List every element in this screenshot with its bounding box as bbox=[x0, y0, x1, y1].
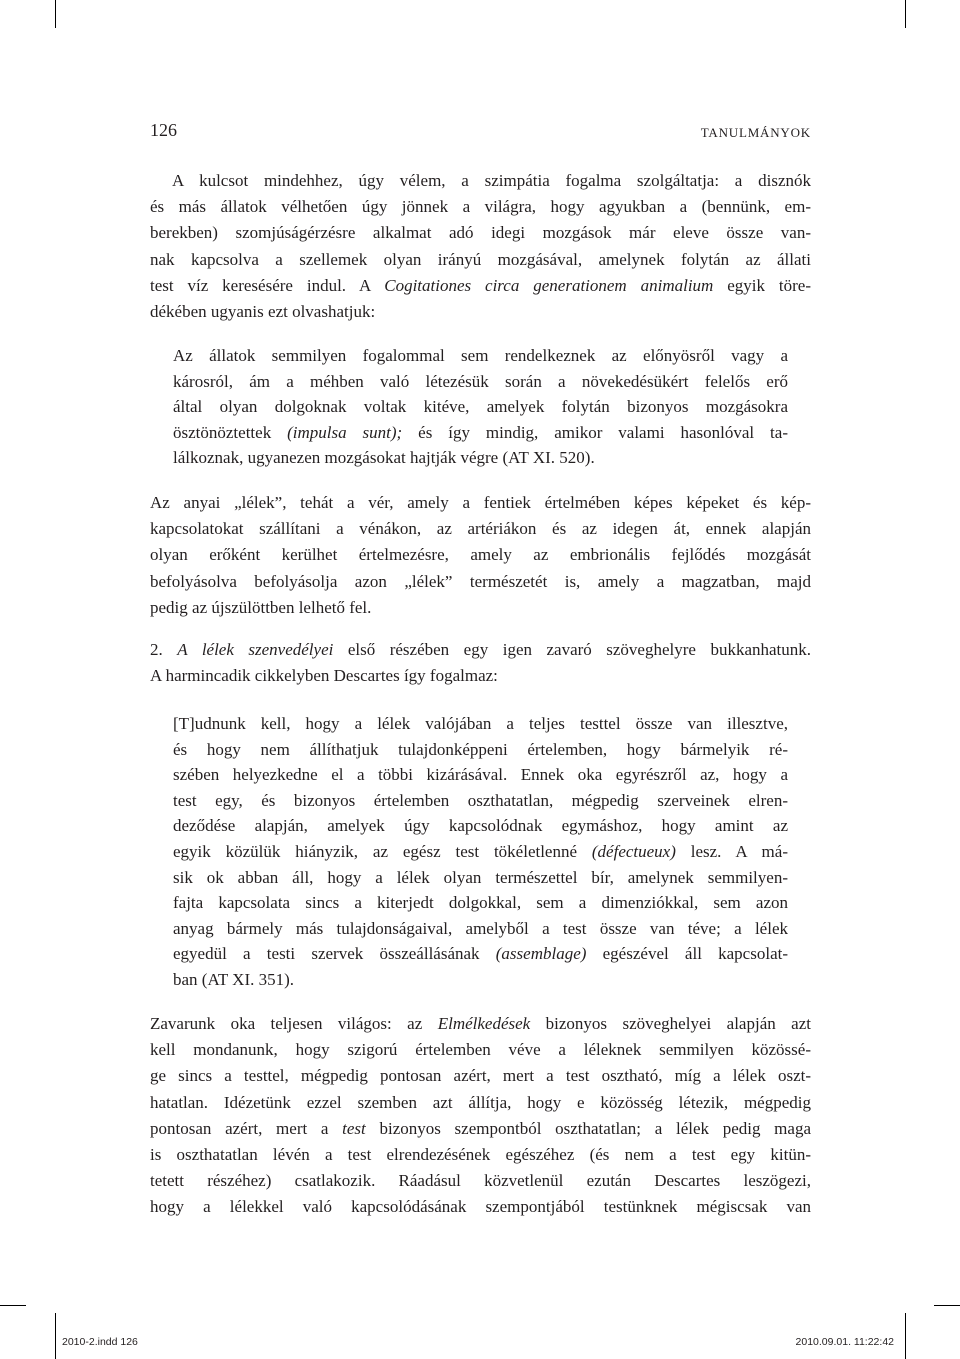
italic-title: A lélek szenvedélyei bbox=[177, 640, 334, 659]
text-line: fajta kapcsolata sincs a kiterjedt dolgokkal, sem a dimenziókkal, sem azon bbox=[173, 893, 788, 913]
text-line: olyan erőként kerülhet értelmezésre, amely az embrionális fejlődés mozgását bbox=[150, 545, 811, 565]
text-line: kell mondanunk, hogy szigorú értelemben véve a léleknek semmilyen közössé- bbox=[150, 1040, 811, 1060]
text-line: tetett részéhez) csatlakozik. Ráadásul közvetlenül ezután Descartes leszögezi, bbox=[150, 1171, 811, 1191]
text-line: anyag bármely más tulajdonságaival, amelyből a test össze van téve; a lélek bbox=[173, 918, 788, 938]
paragraph-4 bbox=[150, 1011, 811, 1221]
text-line: 2. A lélek szenvedélyei első részében egy igen zavaró szöveghelyre bukkanhatunk. bbox=[150, 640, 812, 659]
text-line: Zavarunk oka teljesen világos: az Elmélkedések bizonyos szöveghelyei alapján azt bbox=[150, 1014, 811, 1033]
text-line: ösztönöztettek (impulsa sunt); és így mindig, amikor valami hasonlóval ta- bbox=[173, 422, 788, 442]
text-line: és más állatok vélhetően úgy jönnek a világra, hogy agyukban a (bennünk, em- bbox=[150, 197, 811, 217]
crop-mark-bottom-right bbox=[905, 1313, 906, 1359]
crop-mark-bottom-left bbox=[55, 1313, 56, 1359]
text-line: dékében ugyanis ezt olvashatjuk: bbox=[150, 301, 376, 321]
crop-mark-top-right bbox=[905, 0, 906, 28]
text-line: berekben) szomjúságérzésre alkalmat adó idegi mozgások már eleve össze van- bbox=[150, 223, 811, 243]
text-line: Az anyai „lélek”, tehát a vér, amely a fentiek értelmében képes képeket és kép- bbox=[150, 493, 811, 512]
text-line: pedig az újszülöttben lelhető fel. bbox=[150, 597, 372, 617]
italic-title: Elmélkedések bbox=[437, 1014, 531, 1033]
text-line: test víz keresésére indul. A Cogitationes circa generationem animalium egyik töre- bbox=[150, 275, 811, 295]
text-line: és hogy nem állíthatjuk tulajdonképpeni értelemben, hogy bármelyik ré- bbox=[173, 739, 788, 759]
text-line: egyik közülük hiányzik, az egész test tökéletlenné (défectueux) lesz. A má- bbox=[173, 841, 788, 861]
text-line: sik ok abban áll, hogy a lélek olyan természettel bír, amelynek semmilyen- bbox=[173, 867, 788, 887]
italic-title: Cogitationes circa generationem animalium bbox=[384, 275, 714, 295]
crop-mark-top-left bbox=[55, 0, 56, 28]
text-line: test egy, és bizonyos értelemben oszthatatlan, mégpedig szerveinek elren- bbox=[173, 790, 788, 810]
text-line: is oszthatatlan lévén a test elrendezésének egészéhez (és nem a test egy kitün- bbox=[150, 1144, 811, 1164]
text-line: ge sincs a testtel, mégpedig pontosan azért, mert a test osztható, míg a lélek oszt- bbox=[150, 1066, 811, 1086]
paragraph-3 bbox=[150, 637, 811, 689]
text-line: befolyásolva befolyásolja azon „lélek” természetét is, amely a magzatban, majd bbox=[150, 571, 811, 591]
block-quote-1 bbox=[173, 343, 788, 471]
text-line: Az állatok semmilyen fogalommal sem rendelkeznek az előnyösről vagy a bbox=[173, 346, 788, 365]
text-line: hatatlan. Idézetünk ezzel szemben azt állítja, hogy e közösség létezik, mégpedig bbox=[150, 1092, 811, 1112]
text-line: A kulcsot mindehhez, úgy vélem, a szimpátia fogalma szolgáltatja: a disznók bbox=[172, 171, 811, 190]
crop-mark-bottom-right-h bbox=[934, 1305, 960, 1306]
text-line: szében helyezkedne el a többi kizárásával. Ennek oka egyrészről az, hogy a bbox=[173, 765, 788, 785]
text-line: ban (AT XI. 351). bbox=[173, 969, 295, 989]
text-line: által olyan dolgoknak voltak kitéve, amelyek folytán bizonyos mozgásokra bbox=[173, 397, 788, 417]
text-line: nak kapcsolva a szellemek olyan irányú mozgásával, amelynek folytán az állati bbox=[150, 249, 811, 269]
running-header bbox=[150, 120, 811, 150]
text-line: károsról, ám a méhben való létezésük során a növekedésükért felelős erő bbox=[173, 371, 788, 391]
text-line: deződése alapján, amelyek úgy kapcsolódnak egymáshoz, hogy amint az bbox=[173, 816, 788, 836]
text-line: [T]udnunk kell, hogy a lélek valójában a teljes testtel össze van illesztve, bbox=[173, 714, 788, 733]
print-slug-file: 2010-2.indd 126 bbox=[62, 1336, 138, 1348]
italic-term: (défectueux) bbox=[591, 841, 676, 861]
crop-mark-bottom-left-h bbox=[0, 1305, 26, 1306]
text-line: A harmincadik cikkelyben Descartes így fogalmaz: bbox=[150, 666, 498, 686]
block-quote-2 bbox=[173, 711, 788, 993]
italic-term: (assemblage) bbox=[495, 944, 587, 964]
paragraph-1 bbox=[150, 168, 811, 325]
paragraph-2 bbox=[150, 490, 811, 621]
text-line: egyedül a testi szervek összeállásának (assemblage) egészével áll kapcsolat- bbox=[173, 944, 788, 964]
text-line: pontosan azért, mert a test bizonyos szempontból oszthatatlan; a lélek pedig maga bbox=[150, 1118, 811, 1138]
text-line: hogy a lélekkel való kapcsolódásának szempontjából testünknek mégiscsak van bbox=[150, 1197, 811, 1217]
italic-word: test bbox=[342, 1118, 366, 1138]
page-number: 126 bbox=[150, 120, 177, 140]
text-line: kapcsolatokat szállítani a vénákon, az artériákon és az idegen át, ennek alapján bbox=[150, 519, 811, 539]
section-label: TANULMÁNYOK bbox=[700, 125, 811, 140]
italic-latin: (impulsa sunt); bbox=[287, 422, 403, 442]
print-slug-timestamp: 2010.09.01. 11:22:42 bbox=[795, 1336, 894, 1348]
text-line: lálkoznak, ugyanezen mozgásokat hajtják végre (AT XI. 520). bbox=[173, 448, 595, 468]
